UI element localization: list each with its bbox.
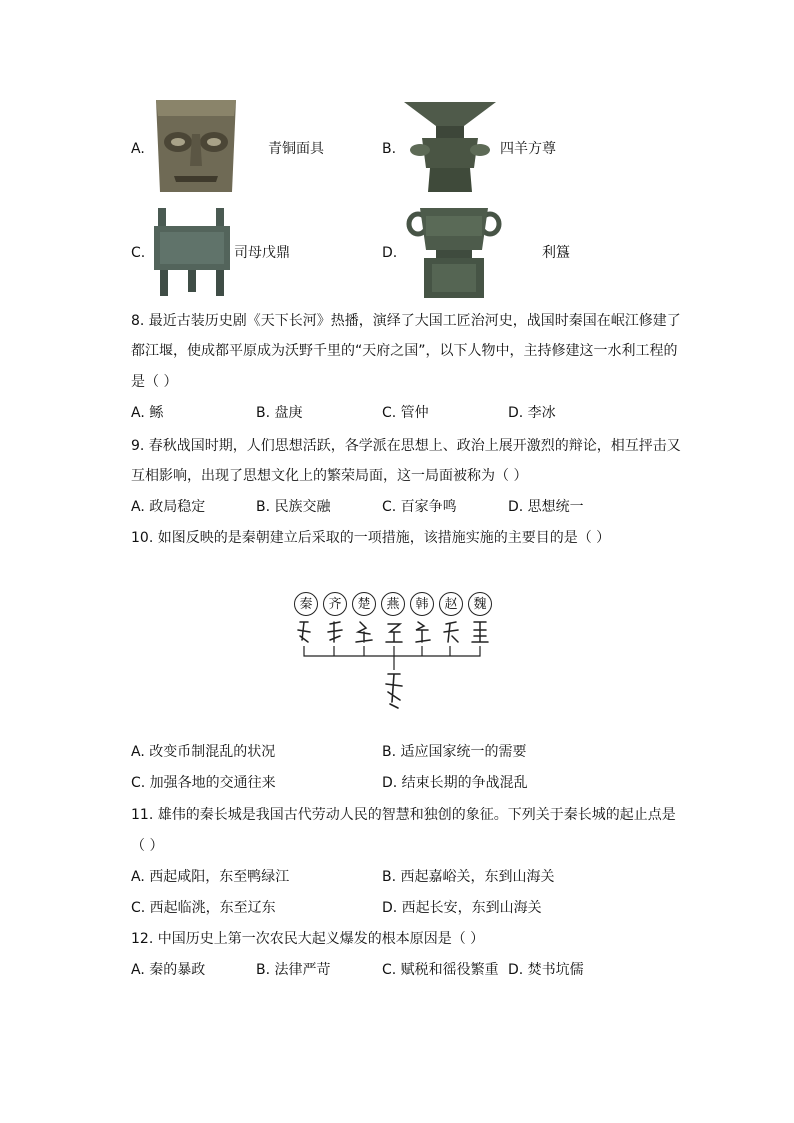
option-b: B. 西起嘉峪关，东到山海关: [382, 869, 555, 885]
option-label: 青铜面具: [268, 141, 324, 157]
option-d: D. 思想统一: [508, 499, 584, 515]
li-gui-icon: [406, 204, 502, 300]
option-c: C. 赋税和徭役繁重: [382, 962, 499, 978]
question-8-line-3: 是（ ）: [131, 374, 178, 390]
option-label: 司母戊鼎: [234, 245, 290, 261]
state-seal-yan: 燕: [381, 592, 405, 616]
state-seal-wei: 魏: [468, 592, 492, 616]
option-b: B. 适应国家统一的需要: [382, 744, 527, 760]
option-c: C. 管仲: [382, 405, 429, 421]
option-d: D. 焚书坑儒: [508, 962, 584, 978]
option-label: 四羊方尊: [500, 141, 556, 157]
option-c: C. 加强各地的交通往来: [131, 775, 276, 791]
option-d: D. 西起长安，东到山海关: [382, 900, 542, 916]
option-b: B. 盘庚: [256, 405, 303, 421]
question-8-line-2: 都江堰，使成都平原成为沃野千里的“天府之国”，以下人物中，主持修建这一水利工程的: [131, 343, 678, 359]
option-letter: B.: [382, 141, 397, 157]
option-a: A. 西起咸阳，东至鸭绿江: [131, 869, 290, 885]
option-letter: C.: [131, 245, 146, 261]
question-9-line-1: 9. 春秋战国时期，人们思想活跃，各学派在思想上、政治上展开激烈的辩论，相互抨击又: [131, 438, 681, 454]
option-d: D. 李冰: [508, 405, 556, 421]
state-seal-chu: 楚: [352, 592, 376, 616]
state-seal-qi: 齐: [323, 592, 347, 616]
state-seal-qin: 秦: [294, 592, 318, 616]
option-c: C. 西起临洮，东至辽东: [131, 900, 276, 916]
four-ram-zun-icon: [402, 98, 498, 194]
question-12-line-1: 12. 中国历史上第一次农民大起义爆发的根本原因是（ ）: [131, 931, 485, 947]
option-b: B. 法律严苛: [256, 962, 331, 978]
state-seal-han: 韩: [410, 592, 434, 616]
question-8-line-1: 8. 最近古装历史剧《天下长河》热播，演绎了大国工匠治河史，战国时秦国在岷江修建了: [131, 313, 681, 329]
option-a: A. 秦的暴政: [131, 962, 206, 978]
option-a: A. 改变币制混乱的状况: [131, 744, 276, 760]
option-a: A. 政局稳定: [131, 499, 206, 515]
option-d: D. 结束长期的争战混乱: [382, 775, 528, 791]
question-11-line-1: 11. 雄伟的秦长城是我国古代劳动人民的智慧和独创的象征。下列关于秦长城的起止点是: [131, 807, 676, 823]
script-variants-figure: [290, 618, 500, 712]
option-letter: D.: [382, 245, 398, 261]
option-a: A. 鲧: [131, 405, 164, 421]
question-11-line-2: （ ）: [131, 838, 164, 854]
option-b: B. 民族交融: [256, 499, 331, 515]
option-label: 利簋: [542, 245, 570, 261]
option-letter: A.: [131, 141, 145, 157]
question-9-line-2: 互相影响，出现了思想文化上的繁荣局面，这一局面被称为（ ）: [131, 468, 528, 484]
bronze-mask-icon: [152, 96, 240, 200]
option-c: C. 百家争鸣: [382, 499, 457, 515]
state-seal-zhao: 赵: [439, 592, 463, 616]
simuwu-ding-icon: [150, 206, 234, 298]
question-10-line-1: 10. 如图反映的是秦朝建立后采取的一项措施，该措施实施的主要目的是（ ）: [131, 530, 611, 546]
